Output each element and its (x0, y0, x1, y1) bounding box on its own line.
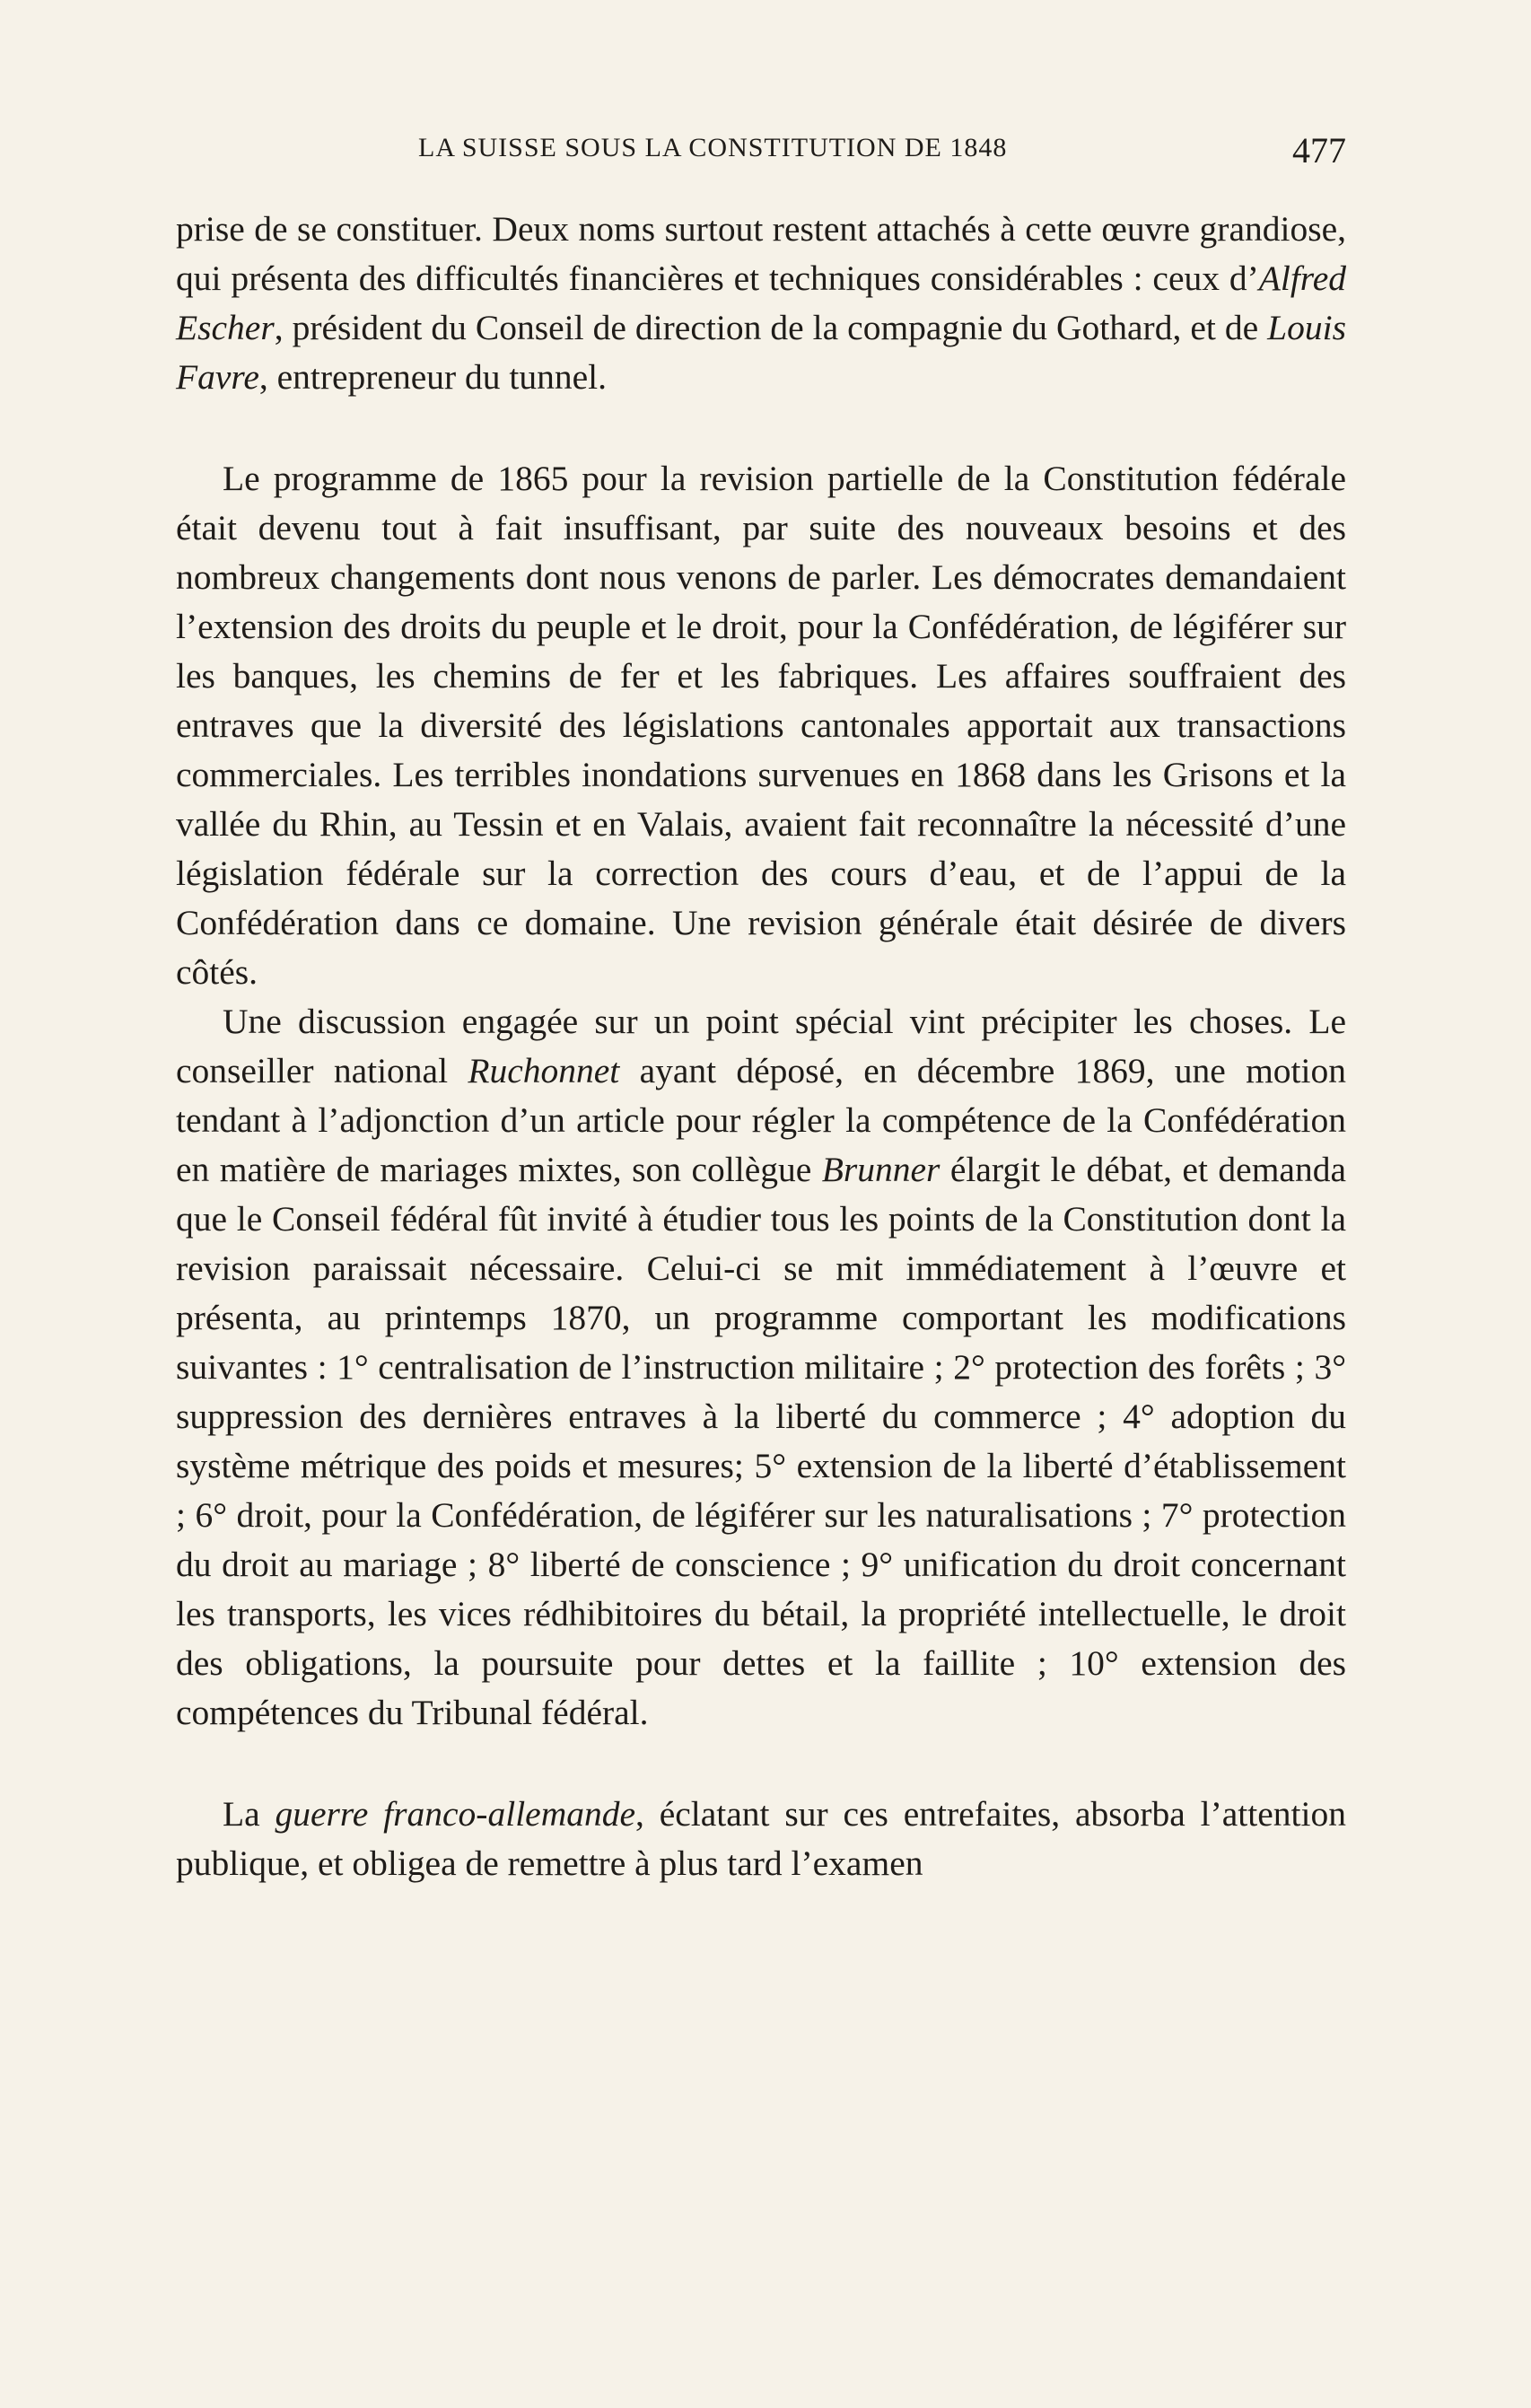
page-header (176, 130, 1346, 187)
paragraph-war (176, 1790, 1346, 1888)
paragraph-text-segment: prise de se constituer. Deux noms surtout restent attachés à cette œuvre grandiose, qui présenta des difficultés financières et techniques considérables : ceux d’ (176, 209, 1346, 298)
person-name-alfred-escher: Alfred Escher (176, 258, 1346, 347)
body-text (176, 205, 1346, 1888)
paragraph-text-segment: , éclatant sur ces entrefaites, absorba l’attention publique, et obligea de remettre à plus tard l’examen (176, 1794, 1346, 1883)
paragraph-text-segment: Une discussion engagée sur un point spécial vint précipiter les choses. Le conseiller national (176, 1002, 1346, 1090)
page-number: 477 (1292, 130, 1346, 171)
paragraph-text-segment: , président du Conseil de direction de la compagnie du Gothard, et de (274, 308, 1268, 347)
person-name-louis-favre: Louis Favre (176, 308, 1346, 397)
person-name-brunner: Brunner (821, 1150, 940, 1189)
historical-event-italic: guerre franco-allemande (275, 1794, 636, 1834)
paragraph-text-segment: La (223, 1794, 276, 1834)
running-title: LA SUISSE SOUS LA CONSTITUTION DE 1848 (418, 133, 1008, 162)
paragraph-text-segment: élargit le débat, et demanda que le Conseil fédéral fût invité à étudier tous les points de la Constitution dont la revision paraissait nécessaire. Celui-ci se mit immédiatement à l’œuvre et présenta, au printemps 1870, un programme comportant les modifications suivantes : 1° centralisation de l’instruction militaire ; 2° protection des forêts ; 3° suppression des dernières entraves à la liberté du commerce ; 4° adoption du système métrique des poids et mesures; 5° extension de la liberté d’établissement ; 6° droit, pour la Confédération, de légiférer sur les naturalisations ; 7° protection du droit au mariage ; 8° liberté de conscience ; 9° unification du droit concernant les transports, les vices rédhibitoires du bétail, la propriété intellectuelle, le droit des obligations, la poursuite pour dettes et la faillite ; 10° extension des compétences du Tribunal fédéral. (176, 1150, 1346, 1732)
paragraph-discussion (176, 997, 1346, 1738)
person-name-ruchonnet: Ruchonnet (468, 1051, 620, 1090)
paragraph-text-segment: , entrepreneur du tunnel. (258, 357, 608, 397)
paragraph-text-segment: ayant déposé, en décembre 1869, une motion tendant à l’adjonction d’un article pour régler la compétence de la Confédération en matière de mariages mixtes, son collègue (176, 1051, 1346, 1189)
paragraph-revision-program: Le programme de 1865 pour la revision partielle de la Constitution fédérale était devenu tout à fait insuffisant, par suite des nouveaux besoins et des nombreux changements dont nous venons de parler. Les démocrates demandaient l’extension des droits du peuple et le droit, pour la Confédération, de légiférer sur les banques, les chemins de fer et les fabriques. Les affaires souffraient des entraves que la diversité des législations cantonales apportait aux transactions commerciales. Les terribles inondations survenues en 1868 dans les Grisons et la vallée du Rhin, au Tessin et en Valais, avaient fait reconnaître la nécessité d’une législation fédérale sur la correction des cours d’eau, et de l’appui de la Confédération dans ce domaine. Une revision générale était désirée de divers côtés. (176, 459, 1346, 992)
paragraph-continuation (176, 205, 1346, 402)
